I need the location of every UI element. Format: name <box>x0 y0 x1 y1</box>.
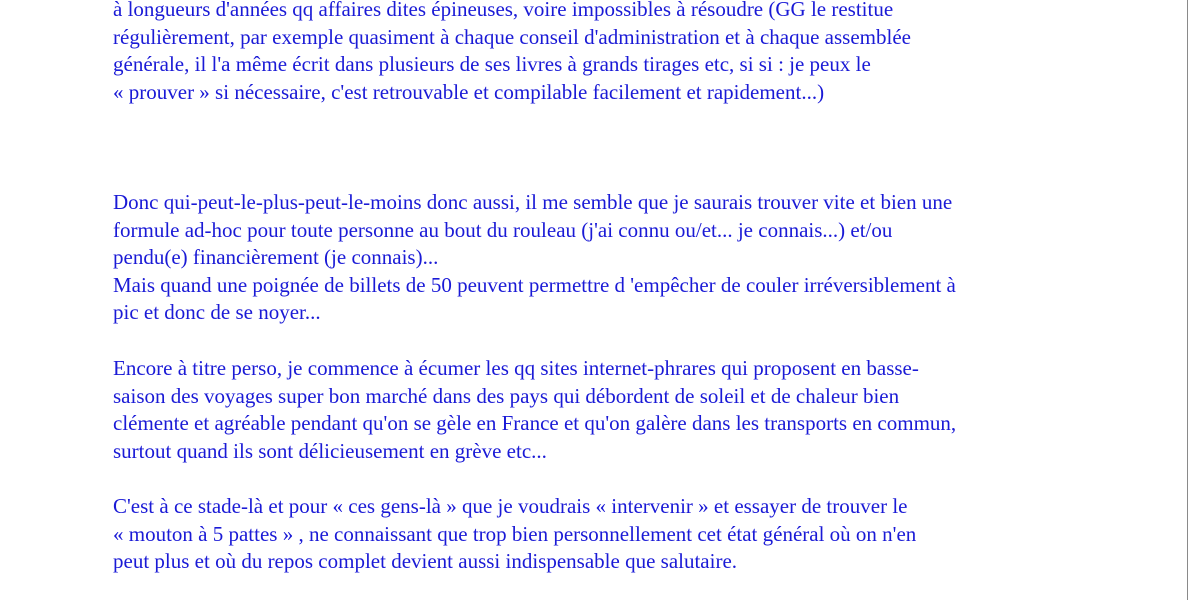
paragraph-line: saison des voyages super bon marché dans des pays qui débordent de soleil et de chaleur bien <box>113 383 900 408</box>
paragraph-line: générale, il l'a même écrit dans plusieurs de ses livres à grands tirages etc, si si : je peux le <box>113 52 871 76</box>
paragraph-line: peut plus et où du repos complet devient aussi indispensable que salutaire. <box>113 549 738 573</box>
paragraph-line: Mais quand une poignée de billets de 50 peuvent permettre d 'empêcher de couler irréversiblement à <box>113 272 956 297</box>
paragraph-4 <box>113 493 1113 576</box>
paragraph-line: surtout quand ils sont délicieusement en grève etc... <box>113 438 547 463</box>
paragraph-line: Encore à titre perso, je commence à écumer les qq sites internet-phrares qui proposent en basse- <box>113 356 919 380</box>
paragraph-1 <box>113 0 1113 106</box>
paragraph-line: C'est à ce stade-là et pour « ces gens-là » que je voudrais « intervenir » et essayer de trouver le <box>113 494 908 518</box>
paragraph-line: formule ad-hoc pour toute personne au bout du rouleau (j'ai connu ou/et... je connais...) et/ou <box>113 217 893 242</box>
paragraph-line: pic et donc de se noyer... <box>113 300 321 324</box>
paragraph-line: Donc qui-peut-le-plus-peut-le-moins donc aussi, il me semble que je saurais trouver vite et bien une <box>113 190 953 214</box>
paragraph-3 <box>113 355 1113 465</box>
page-edge-divider <box>1187 0 1188 600</box>
paragraph-2 <box>113 189 1113 327</box>
paragraph-line: « prouver » si nécessaire, c'est retrouvable et compilable facilement et rapidement...) <box>113 79 825 104</box>
paragraph-line: à longueurs d'années qq affaires dites épineuses, voire impossibles à résoudre (GG le restitue <box>113 0 894 21</box>
paragraph-line: « mouton à 5 pattes » , ne connaissant que trop bien personnellement cet état général où on n'en <box>113 521 917 546</box>
paragraph-line: régulièrement, par exemple quasiment à chaque conseil d'administration et à chaque assemblée <box>113 24 911 49</box>
paragraph-line: pendu(e) financièrement (je connais)... <box>113 245 439 269</box>
paragraph-line: clémente et agréable pendant qu'on se gèle en France et qu'on galère dans les transports en commun, <box>113 411 957 435</box>
